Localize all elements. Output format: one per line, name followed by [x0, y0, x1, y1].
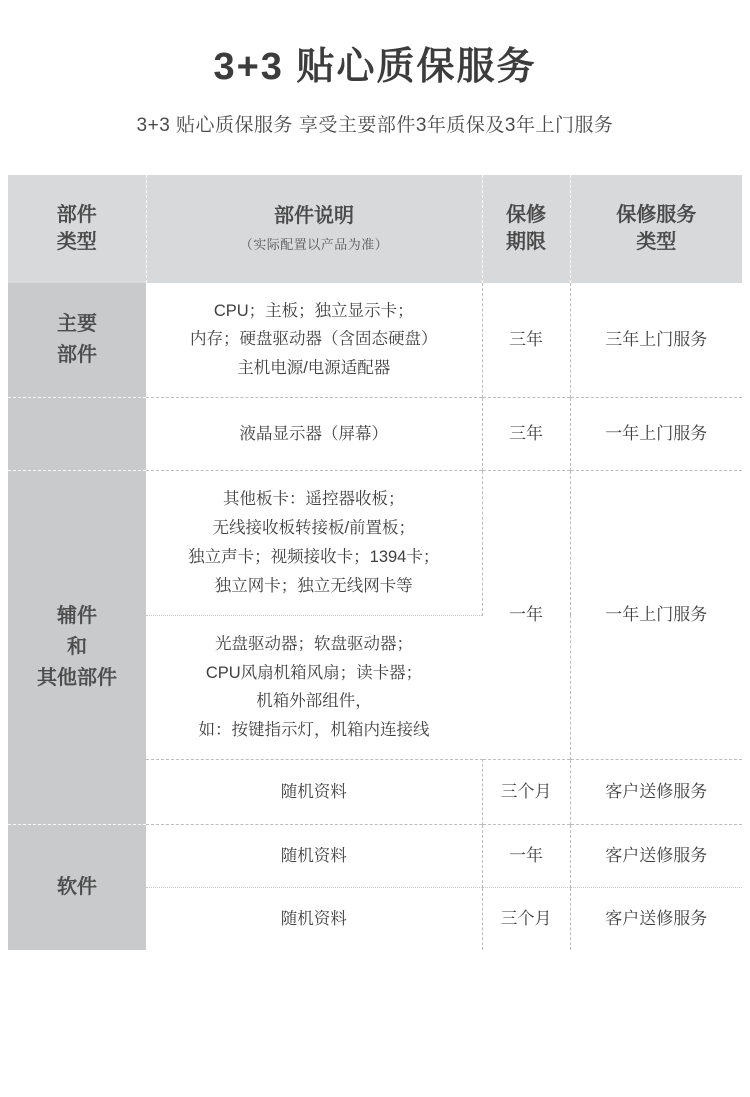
- desc-line: 其他板卡：遥控器收板；: [223, 490, 405, 509]
- table-row: [8, 471, 742, 616]
- row-desc: [146, 398, 482, 471]
- desc-line: 无线接收板转接板/前置板；: [212, 519, 416, 537]
- type-line1: 主要: [57, 312, 97, 335]
- desc-line: 如：按键指示灯，机箱内连接线: [198, 721, 430, 740]
- header-type-line1: 部件: [56, 203, 97, 226]
- header-cell-type: [8, 175, 146, 283]
- table-header-row: [8, 175, 742, 283]
- row-desc: [146, 471, 482, 616]
- row-term: 三年: [482, 283, 570, 398]
- row-term: 三个月: [482, 888, 570, 951]
- type-line1: 辅件: [57, 605, 97, 628]
- desc-line: 独立网卡；独立无线网卡等: [214, 576, 413, 595]
- type-line2: 和: [67, 636, 87, 659]
- row-desc: [146, 760, 482, 825]
- table-row: [8, 398, 742, 471]
- desc-line: 机箱外部组件，: [256, 692, 372, 711]
- type-line2: 部件: [57, 343, 97, 366]
- row-type-main-parts: [8, 283, 146, 398]
- desc-line: 随机资料: [280, 909, 347, 928]
- row-service: 客户送修服务: [570, 760, 742, 825]
- row-desc: [146, 615, 482, 760]
- header-cell-service: [570, 175, 742, 283]
- page-subtitle: 3+3 贴心质保服务 享受主要部件3年质保及3年上门服务: [136, 114, 614, 136]
- row-service: 一年上门服务: [570, 471, 742, 760]
- row-term: 三年: [482, 398, 570, 471]
- header-term-line1: 保修: [506, 203, 546, 226]
- desc-line: 随机资料: [280, 846, 347, 865]
- table-row: [8, 283, 742, 398]
- table-row: [8, 825, 742, 888]
- desc-line: CPU风扇机箱风扇；读卡器；: [205, 663, 423, 682]
- header-cell-desc: [146, 175, 482, 283]
- desc-line: CPU；主板；独立显示卡；: [213, 301, 414, 320]
- row-type-software: [8, 825, 146, 951]
- type-line3: 其他部件: [37, 667, 117, 690]
- header-desc-line1: 部件说明: [274, 205, 354, 228]
- row-service: 三年上门服务: [570, 283, 742, 398]
- row-service: 客户送修服务: [570, 888, 742, 951]
- header-service-line1: 保修服务: [616, 203, 697, 226]
- row-service: 一年上门服务: [570, 398, 742, 471]
- row-service: 客户送修服务: [570, 825, 742, 888]
- desc-line: 随机资料: [280, 782, 347, 801]
- header-desc-sub: （实际配置以产品为准）: [239, 237, 389, 253]
- page-header: [0, 0, 750, 137]
- row-type-blank: [8, 398, 146, 471]
- row-term: 三个月: [482, 760, 570, 825]
- desc-line: 独立声卡；视频接收卡；1394卡；: [188, 547, 440, 566]
- page-title: 3+3 贴心质保服务: [213, 46, 537, 88]
- row-desc: [146, 888, 482, 951]
- row-term: 一年: [482, 825, 570, 888]
- header-type-line2: 类型: [56, 230, 97, 253]
- warranty-table: [8, 175, 742, 951]
- warranty-table-wrap: [8, 175, 742, 951]
- desc-line: 液晶显示器（屏幕）: [239, 424, 388, 443]
- row-term: 一年: [482, 471, 570, 760]
- header-cell-term: [482, 175, 570, 283]
- row-desc: [146, 825, 482, 888]
- row-type-accessories: [8, 471, 146, 825]
- type-line1: 软件: [57, 876, 97, 899]
- row-desc: [146, 283, 482, 398]
- desc-line: 内存；硬盘驱动器（含固态硬盘）: [190, 330, 438, 349]
- header-term-line2: 期限: [506, 230, 546, 253]
- desc-line: 主机电源/电源适配器: [237, 359, 391, 378]
- header-service-line2: 类型: [636, 230, 677, 253]
- desc-line: 光盘驱动器；软盘驱动器；: [215, 634, 413, 653]
